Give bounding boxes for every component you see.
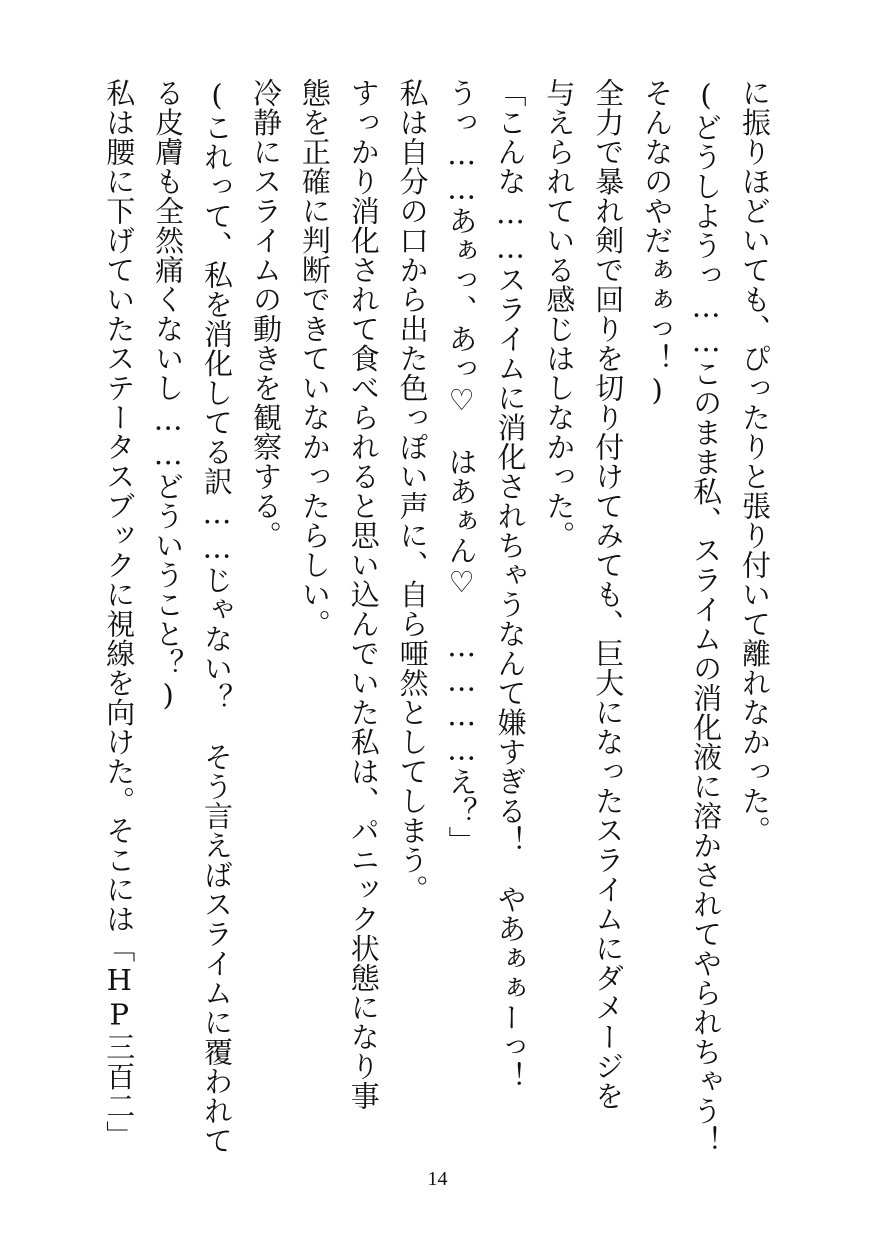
text-line: すっかり消化されて食べられると思い込んでいた私は、パニック状態になり事 xyxy=(346,78,381,1111)
text-line: 態を正確に判断できていなかったらしい。 xyxy=(297,78,332,639)
text-line: 与えられている感じはしなかった。 xyxy=(542,78,577,550)
vertical-text-body xyxy=(89,78,779,1158)
text-line: 私は腰に下げていたステータスブックに視線を向けた。そこには「HP三百二」 xyxy=(102,78,137,1150)
text-line: 全力で暴れ剣で回りを切り付けてみても、巨大になったスライムにダメージを xyxy=(591,78,626,1111)
text-line: (これって、私を消化してる訳……じゃない？ そう言えばスライムに覆われて xyxy=(200,78,235,1155)
text-line: 冷静にスライムの動きを観察する。 xyxy=(248,78,283,550)
text-line: うっ……あぁっ、あっ♡ はあぁん♡ …………え？」 xyxy=(444,78,479,856)
text-line: (どうしようっ……このまま私、スライムの消化液に溶かされてやられちゃう！ xyxy=(689,78,724,1155)
text-line: 「こんな……スライムに消化されちゃうなんて嫌すぎる！ やあぁぁーっ！ xyxy=(493,78,528,1091)
text-line: る皮膚も全然痛くないし……どういうこと？) xyxy=(151,78,186,713)
text-line: 私は自分の口から出た色っぽい声に、自ら唖然としてしまう。 xyxy=(395,78,430,904)
page-number: 14 xyxy=(427,1168,448,1190)
text-line: に振りほどいても、ぴったりと張り付いて離れなかった。 xyxy=(738,78,772,845)
text-line: そんなのやだぁぁっ！) xyxy=(640,78,675,408)
